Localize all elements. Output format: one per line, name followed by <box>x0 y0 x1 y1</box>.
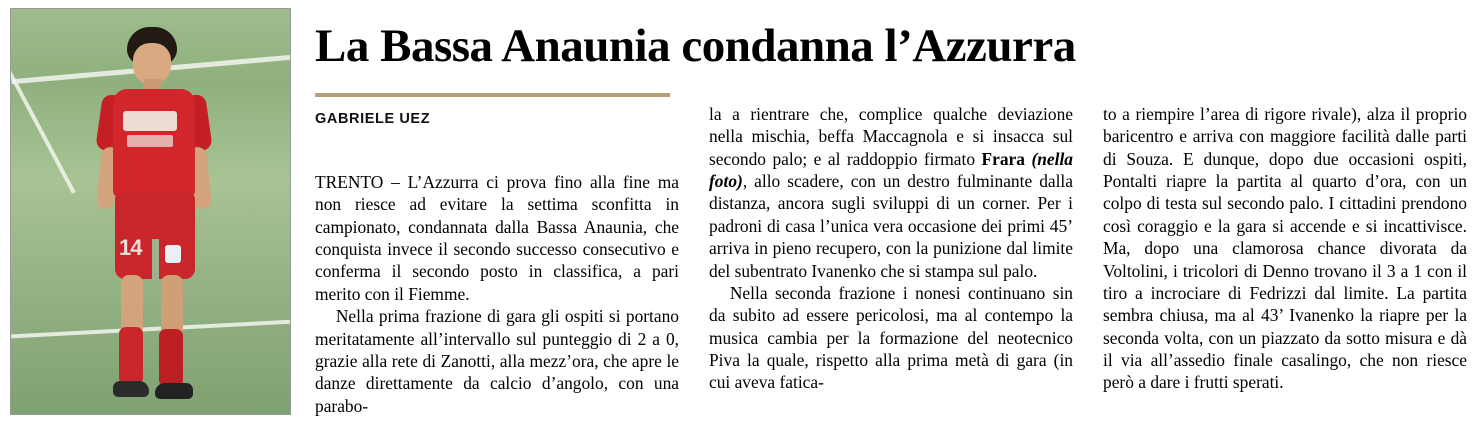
jersey-number: 14 <box>119 235 142 260</box>
paragraph: to a riempire l’area di rigore rivale), alza il proprio baricentro e arriva con maggiore facilità dalle parti di Souza. E dunque, dopo due occasioni ospiti, Pontalti riapre la partita al quarto d’ora, con un colpo di testa sul secondo palo. I cittadini prendono così coraggio e la gara si accende e si incattivisce. Ma, dopo una clamorosa chance divorata da Voltolini, i tricolori di Denno trovano il 3 a 1 con il tiro a incrociare di Fedrizzi dal limite. La partita sembra chiusa, ma al 43’ Ivanenko la riapre per la seconda volta, con un piazzato da sotto misura e dà il via all’assedio finale casalingo, che non riesce però a dare i frutti sperati. <box>1103 104 1467 393</box>
player-boot-left <box>113 381 149 397</box>
article-column-1 <box>315 103 679 415</box>
player-leg-right <box>161 275 183 337</box>
player-boot-right <box>155 383 193 399</box>
paragraph: Nella seconda frazione i nonesi continuano sin da subito ad essere pericolosi, ma al contempo la musica cambia per la formazione del neotecnico Piva la quale, rispetto alla prima metà di gara (in cui aveva fatica- <box>709 282 1073 393</box>
player-sock-left <box>119 327 143 385</box>
paragraph-part: , allo scadere, con un destro fulminante dalla distanza, ancora sugli sviluppi di un corner. Per i padroni di casa l’unica vera occasione dei primi 45’ arriva in pieno recupero, con la punizione dal limite del subentrato Ivanenko che si stampa sul palo. <box>709 171 1073 281</box>
article-columns <box>315 103 1467 415</box>
paragraph: TRENTO – L’Azzurra ci prova fino alla fine ma non riesce ad evitare la settima sconfitta in campionato, condannata dalla Bassa Anaunia, che conquista invece il secondo successo consecutivo e conferma il secondo posto in classifica, a pari merito con il Fiemme. <box>315 172 679 304</box>
shorts-badge <box>165 245 181 263</box>
paragraph <box>709 103 1073 282</box>
photo-credit-note: (nella foto) <box>709 148 1073 192</box>
player-sock-right <box>159 329 183 387</box>
headline-divider <box>315 93 670 97</box>
photo-background <box>11 9 290 414</box>
article-body <box>315 8 1467 415</box>
jersey-sponsor-logo <box>123 111 177 131</box>
paragraph: Nella prima frazione di gara gli ospiti si portano meritatamente all’intervallo sul punteggio di 2 a 0, grazie alla rete di Zanotti, alla mezz’ora, che apre le danze direttamente da calcio d’angolo, con una parabo- <box>315 306 679 416</box>
shorts-split <box>152 239 159 281</box>
player-leg-left <box>121 275 143 335</box>
pitch-line <box>10 68 76 193</box>
article-column-3 <box>1103 103 1467 415</box>
player-figure <box>97 27 217 409</box>
byline: GABRIELE UEZ <box>315 110 431 127</box>
jersey-sponsor-subtext <box>127 135 173 147</box>
paragraph-part: la a rientrare che, complice qualche deviazione nella mischia, beffa Maccagnola e si insacca sul secondo palo; e al raddoppio firmato <box>709 104 1073 169</box>
page-title: La Bassa Anaunia condanna l’Azzurra <box>315 20 1076 72</box>
article-column-2 <box>709 103 1073 415</box>
article-photo <box>10 8 291 415</box>
player-name-highlight: Frara <box>981 148 1025 169</box>
